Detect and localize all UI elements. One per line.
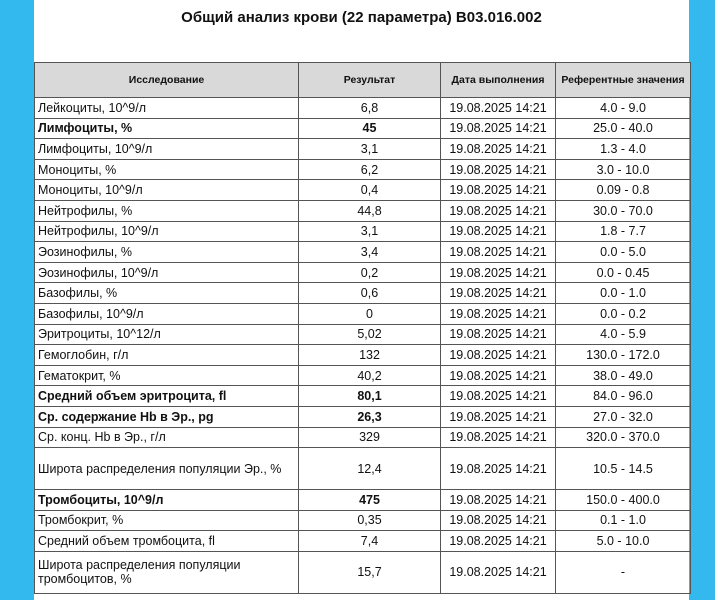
date-cell: 19.08.2025 14:21 — [441, 118, 556, 139]
result-cell: 15,7 — [299, 551, 441, 593]
result-cell: 132 — [299, 345, 441, 366]
reference-cell: 0.1 - 1.0 — [556, 510, 691, 531]
date-cell: 19.08.2025 14:21 — [441, 531, 556, 552]
table-row — [35, 386, 691, 407]
result-cell: 26,3 — [299, 406, 441, 427]
reference-cell: 0.0 - 0.45 — [556, 262, 691, 283]
result-cell: 329 — [299, 427, 441, 448]
test-name-cell: Ср. конц. Hb в Эр., г/л — [35, 427, 299, 448]
table-row — [35, 98, 691, 119]
date-cell: 19.08.2025 14:21 — [441, 283, 556, 304]
date-cell: 19.08.2025 14:21 — [441, 242, 556, 263]
reference-cell: 320.0 - 370.0 — [556, 427, 691, 448]
result-cell: 0,35 — [299, 510, 441, 531]
test-name-cell: Средний объем эритроцита, fl — [35, 386, 299, 407]
date-cell: 19.08.2025 14:21 — [441, 551, 556, 593]
header-date: Дата выполнения — [441, 63, 556, 98]
reference-cell: 5.0 - 10.0 — [556, 531, 691, 552]
result-cell: 3,1 — [299, 221, 441, 242]
reference-cell: 0.0 - 0.2 — [556, 303, 691, 324]
reference-cell: 10.5 - 14.5 — [556, 448, 691, 490]
date-cell: 19.08.2025 14:21 — [441, 365, 556, 386]
result-cell: 0,2 — [299, 262, 441, 283]
table-row — [35, 510, 691, 531]
result-cell: 44,8 — [299, 200, 441, 221]
table-row — [35, 490, 691, 511]
test-name-cell: Широта распределения популяции тромбоцитов, % — [35, 551, 299, 593]
date-cell: 19.08.2025 14:21 — [441, 510, 556, 531]
test-name-cell: Лейкоциты, 10^9/л — [35, 98, 299, 119]
test-name-cell: Тромбокрит, % — [35, 510, 299, 531]
test-name-cell: Гемоглобин, г/л — [35, 345, 299, 366]
result-cell: 6,2 — [299, 159, 441, 180]
table-row — [35, 221, 691, 242]
test-name-cell: Эозинофилы, 10^9/л — [35, 262, 299, 283]
table-row — [35, 283, 691, 304]
reference-cell: 3.0 - 10.0 — [556, 159, 691, 180]
test-name-cell: Нейтрофилы, % — [35, 200, 299, 221]
date-cell: 19.08.2025 14:21 — [441, 221, 556, 242]
test-name-cell: Базофилы, % — [35, 283, 299, 304]
header-reference: Референтные значения — [556, 63, 691, 98]
reference-cell: 84.0 - 96.0 — [556, 386, 691, 407]
result-cell: 475 — [299, 490, 441, 511]
report-sheet — [34, 0, 689, 600]
reference-cell: 38.0 - 49.0 — [556, 365, 691, 386]
reference-cell: 130.0 - 172.0 — [556, 345, 691, 366]
date-cell: 19.08.2025 14:21 — [441, 324, 556, 345]
reference-cell: - — [556, 551, 691, 593]
date-cell: 19.08.2025 14:21 — [441, 490, 556, 511]
result-cell: 0 — [299, 303, 441, 324]
table-row — [35, 200, 691, 221]
table-row — [35, 242, 691, 263]
result-cell: 3,4 — [299, 242, 441, 263]
date-cell: 19.08.2025 14:21 — [441, 98, 556, 119]
reference-cell: 4.0 - 5.9 — [556, 324, 691, 345]
table-row — [35, 159, 691, 180]
results-table — [34, 62, 691, 594]
date-cell: 19.08.2025 14:21 — [441, 345, 556, 366]
table-header-row — [35, 63, 691, 98]
table-row — [35, 427, 691, 448]
test-name-cell: Моноциты, % — [35, 159, 299, 180]
result-cell: 12,4 — [299, 448, 441, 490]
reference-cell: 4.0 - 9.0 — [556, 98, 691, 119]
table-row — [35, 531, 691, 552]
header-result: Результат — [299, 63, 441, 98]
test-name-cell: Эритроциты, 10^12/л — [35, 324, 299, 345]
test-name-cell: Моноциты, 10^9/л — [35, 180, 299, 201]
result-cell: 0,6 — [299, 283, 441, 304]
test-name-cell: Эозинофилы, % — [35, 242, 299, 263]
test-name-cell: Гематокрит, % — [35, 365, 299, 386]
date-cell: 19.08.2025 14:21 — [441, 200, 556, 221]
test-name-cell: Базофилы, 10^9/л — [35, 303, 299, 324]
test-name-cell: Нейтрофилы, 10^9/л — [35, 221, 299, 242]
result-cell: 80,1 — [299, 386, 441, 407]
result-cell: 3,1 — [299, 139, 441, 160]
test-name-cell: Тромбоциты, 10^9/л — [35, 490, 299, 511]
table-row — [35, 365, 691, 386]
date-cell: 19.08.2025 14:21 — [441, 448, 556, 490]
date-cell: 19.08.2025 14:21 — [441, 427, 556, 448]
result-cell: 45 — [299, 118, 441, 139]
reference-cell: 27.0 - 32.0 — [556, 406, 691, 427]
result-cell: 6,8 — [299, 98, 441, 119]
date-cell: 19.08.2025 14:21 — [441, 180, 556, 201]
table-row — [35, 345, 691, 366]
header-test: Исследование — [35, 63, 299, 98]
reference-cell: 0.0 - 5.0 — [556, 242, 691, 263]
table-row — [35, 448, 691, 490]
table-row — [35, 139, 691, 160]
report-title: Общий анализ крови (22 параметра) B03.016.002 — [181, 9, 542, 26]
date-cell: 19.08.2025 14:21 — [441, 386, 556, 407]
table-row — [35, 180, 691, 201]
date-cell: 19.08.2025 14:21 — [441, 406, 556, 427]
test-name-cell: Лимфоциты, % — [35, 118, 299, 139]
test-name-cell: Широта распределения популяции Эр., % — [35, 448, 299, 490]
reference-cell: 1.3 - 4.0 — [556, 139, 691, 160]
date-cell: 19.08.2025 14:21 — [441, 262, 556, 283]
date-cell: 19.08.2025 14:21 — [441, 303, 556, 324]
result-cell: 0,4 — [299, 180, 441, 201]
table-row — [35, 324, 691, 345]
reference-cell: 1.8 - 7.7 — [556, 221, 691, 242]
result-cell: 40,2 — [299, 365, 441, 386]
reference-cell: 0.0 - 1.0 — [556, 283, 691, 304]
test-name-cell: Лимфоциты, 10^9/л — [35, 139, 299, 160]
date-cell: 19.08.2025 14:21 — [441, 159, 556, 180]
date-cell: 19.08.2025 14:21 — [441, 139, 556, 160]
result-cell: 7,4 — [299, 531, 441, 552]
table-row — [35, 262, 691, 283]
reference-cell: 0.09 - 0.8 — [556, 180, 691, 201]
reference-cell: 30.0 - 70.0 — [556, 200, 691, 221]
table-row — [35, 303, 691, 324]
table-row — [35, 406, 691, 427]
result-cell: 5,02 — [299, 324, 441, 345]
reference-cell: 150.0 - 400.0 — [556, 490, 691, 511]
test-name-cell: Ср. содержание Hb в Эр., pg — [35, 406, 299, 427]
reference-cell: 25.0 - 40.0 — [556, 118, 691, 139]
table-row — [35, 551, 691, 593]
table-row — [35, 118, 691, 139]
test-name-cell: Средний объем тромбоцита, fl — [35, 531, 299, 552]
